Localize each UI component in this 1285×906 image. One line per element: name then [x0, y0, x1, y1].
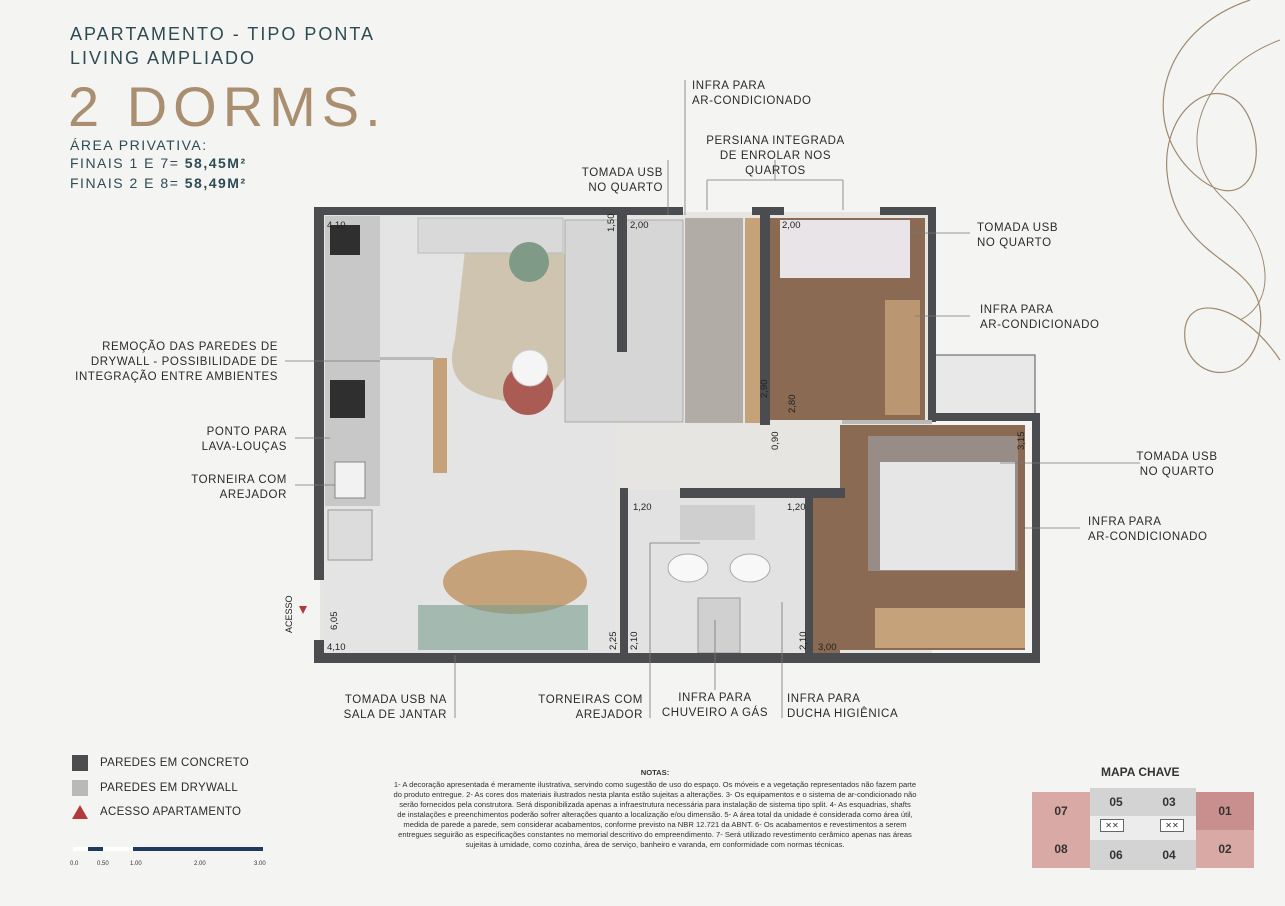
label-chuveiro — [660, 691, 770, 721]
scale-bar — [70, 843, 270, 873]
legend-drywall — [72, 780, 249, 796]
label-line: INFRA PARA — [980, 304, 1054, 316]
label-line: AR-CONDICIONADO — [980, 319, 1100, 331]
label-line: INFRA PARA — [678, 692, 752, 704]
wall-top-right — [880, 207, 935, 215]
area-finais-1-value: 58,45M² — [184, 155, 247, 171]
drywall-1 — [380, 357, 435, 360]
key-map-unit-05: 05 — [1090, 788, 1142, 816]
legend-drywall-label: PAREDES EM DRYWALL — [100, 782, 239, 794]
label-line: TOMADA USB — [581, 167, 663, 179]
drywall-swatch — [72, 780, 88, 796]
label-line: TOMADA USB — [977, 222, 1059, 234]
legend — [72, 755, 249, 819]
notes-line: medida de parede a parede, sem considerar acabamentos, conforme previsto na NBR 12.721 da ABNT. 6- Os acabamentos e revestimentos a serem — [403, 820, 907, 829]
key-map-unit-03: 03 — [1142, 788, 1196, 816]
label-line: NO QUARTO — [977, 237, 1052, 249]
drywall-2 — [842, 420, 932, 424]
label-line: PERSIANA INTEGRADA — [706, 135, 845, 147]
scale-tick: 0.50 — [97, 861, 109, 867]
wall-bath-left — [620, 488, 628, 658]
dim-120-b: 1,20 — [787, 502, 806, 513]
key-map — [1032, 788, 1254, 870]
label-line: TOMADA USB — [1136, 451, 1218, 463]
label-ducha — [787, 692, 898, 722]
label-line: INFRA PARA — [692, 80, 766, 92]
label-line: AR-CONDICIONADO — [1088, 531, 1208, 543]
label-usb-jantar — [300, 693, 447, 723]
unit-type: APARTAMENTO - TIPO PONTA — [70, 24, 376, 44]
dim-200-b: 2,00 — [782, 220, 801, 231]
area-finais-2-value: 58,49M² — [184, 175, 247, 191]
notes-line: de instalações e preenchimentos poderão sofrer alterações quanto a localização e/ou dimensão. 5- A área total da unidade é considerada como área útil, — [397, 810, 913, 819]
label-line: AREJADOR — [575, 709, 643, 721]
bar-counter — [433, 358, 447, 473]
label-line: REMOÇÃO DAS PAREDES DE — [102, 341, 278, 353]
area-finais-1-label: FINAIS 1 E 7= — [70, 155, 180, 171]
dim-225: 2,25 — [608, 631, 619, 650]
elevator-icon: ✕✕ — [1160, 819, 1184, 832]
scale-tick: 3.00 — [254, 861, 266, 867]
label-line: DE ENROLAR NOS QUARTOS — [719, 150, 832, 177]
dim-210-b: 2,10 — [798, 631, 809, 650]
label-persiana — [688, 134, 863, 179]
coffee-table-white — [512, 350, 548, 386]
label-usb-quarto-right2 — [1132, 450, 1222, 480]
concrete-swatch — [72, 755, 88, 771]
access-marker — [299, 606, 307, 614]
access-triangle-icon — [72, 805, 88, 819]
dining-table — [443, 550, 587, 614]
dim-410-top: 4,10 — [327, 220, 346, 231]
label-line: TOMADA USB NA — [344, 694, 447, 706]
key-map-unit-02: 02 — [1196, 830, 1254, 868]
key-map-unit-01: 01 — [1196, 792, 1254, 830]
wall-mid — [617, 207, 627, 352]
double-bed — [880, 462, 1015, 570]
wall-bottom — [314, 653, 1040, 663]
label-line: CHUVEIRO A GÁS — [661, 707, 769, 719]
label-line: DRYWALL - POSSIBILIDADE DE — [90, 356, 278, 368]
notes-line: 1- A decoração apresentada é meramente ilustrativa, servindo como sugestão de uso do espaço. Os móveis e a vegetação representados não fazem parte — [393, 780, 917, 789]
legend-access — [72, 805, 249, 819]
dim-315: 3,15 — [1016, 431, 1027, 450]
dim-200-a: 2,00 — [630, 220, 649, 231]
label-remocao — [40, 340, 278, 385]
dim-150: 1,50 — [606, 213, 617, 232]
dim-410-bottom: 4,10 — [327, 642, 346, 653]
wall-right-lower — [1032, 415, 1040, 660]
label-line: LAVA-LOUÇAS — [201, 441, 287, 453]
notes-line: serão fornecidos pela construtora. Será disponibilizada apenas a infraestrutura necessária para instalação de sistema tipo split. 4- As esquadrias, shafts — [399, 800, 911, 809]
notes-line: entregues seguirão as especificações constantes no memorial descritivo do empreendimento. 7- Será utilizado revestimento cerâmico apenas nas áreas — [398, 830, 912, 839]
label-infra-ac-right1 — [980, 303, 1100, 333]
label-line: DUCHA HIGIÊNICA — [787, 708, 899, 720]
label-infra-ac-top — [692, 79, 812, 109]
page-title: 2 DORMS. — [68, 75, 387, 138]
label-line: INFRA PARA — [787, 693, 861, 705]
label-line: INTEGRAÇÃO ENTRE AMBIENTES — [75, 371, 278, 383]
vanity — [680, 505, 755, 540]
key-map-title: MAPA CHAVE — [1101, 765, 1180, 779]
wall-top-mid — [617, 207, 683, 215]
notes-line: sujeitas à umidade, como cozinha, área de serviço, banheiro e varanda, em conformidade com normas técnicas. — [465, 840, 845, 849]
wardrobe — [875, 608, 1025, 648]
hallway-floor — [810, 495, 840, 655]
balcony — [935, 355, 1035, 415]
access-label: ACESSO — [284, 595, 294, 633]
notes-title: NOTAS: — [640, 768, 670, 777]
label-torneira — [150, 473, 287, 503]
wall-right-upper — [928, 207, 936, 422]
fridge — [328, 510, 372, 560]
label-line: TORNEIRA COM — [191, 474, 287, 486]
dim-210-a: 2,10 — [629, 631, 640, 650]
elevator-icon: ✕✕ — [1100, 819, 1124, 832]
toilet — [668, 554, 708, 582]
wall-balcony — [935, 413, 1040, 421]
dining-bench — [418, 605, 588, 650]
key-map-unit-08: 08 — [1032, 830, 1090, 868]
dim-280: 2,80 — [787, 394, 798, 413]
dim-300: 3,00 — [818, 642, 837, 653]
ac-bedroom1 — [885, 300, 920, 415]
label-line: NO QUARTO — [588, 182, 663, 194]
label-line: AR-CONDICIONADO — [692, 95, 812, 107]
shower — [698, 598, 740, 653]
legend-concrete — [72, 755, 249, 771]
scale-tick: 0.0 — [70, 861, 79, 867]
dim-290: 2,90 — [759, 379, 770, 398]
label-usb-quarto-right1 — [977, 221, 1058, 251]
label-lava-loucas — [150, 425, 287, 455]
area-label: ÁREA PRIVATIVA: — [70, 137, 208, 153]
label-infra-ac-right2 — [1088, 515, 1208, 545]
key-map-unit-04: 04 — [1142, 840, 1196, 870]
notes-line: do produto entregue. 2- As cores dos materiais ilustrados nesta planta estão sujeitas a alterações. 3- Os equipamentos e o sistema de ar-condicionado não — [393, 790, 917, 799]
key-map-unit-06: 06 — [1090, 840, 1142, 870]
label-usb-quarto-top — [560, 166, 663, 196]
wall-top-left — [314, 207, 619, 215]
label-line: AREJADOR — [219, 489, 287, 501]
area-finais-2-label: FINAIS 2 E 8= — [70, 175, 180, 191]
label-line: PONTO PARA — [206, 426, 287, 438]
label-line: SALA DE JANTAR — [343, 709, 447, 721]
label-line: TORNEIRAS COM — [538, 694, 643, 706]
closet-area — [685, 218, 743, 423]
label-line: INFRA PARA — [1088, 516, 1162, 528]
toilet-2 — [730, 554, 770, 582]
wall-left — [314, 207, 324, 580]
dim-120-a: 1,20 — [633, 502, 652, 513]
legend-access-label: ACESSO APARTAMENTO — [100, 806, 242, 818]
dim-090: 0,90 — [770, 431, 781, 450]
label-torneiras — [520, 693, 643, 723]
notes — [360, 768, 950, 850]
sink — [335, 462, 365, 498]
label-line: NO QUARTO — [1139, 466, 1215, 478]
cooktop — [330, 380, 365, 418]
scale-tick: 2.00 — [194, 861, 206, 867]
side-table — [509, 242, 549, 282]
wall-bath-top — [680, 488, 845, 498]
unit-subtype: LIVING AMPLIADO — [70, 48, 257, 68]
scale-tick: 1.00 — [130, 861, 142, 867]
key-map-unit-07: 07 — [1032, 792, 1090, 830]
dim-605: 6,05 — [329, 611, 340, 630]
legend-concrete-label: PAREDES EM CONCRETO — [100, 757, 250, 769]
